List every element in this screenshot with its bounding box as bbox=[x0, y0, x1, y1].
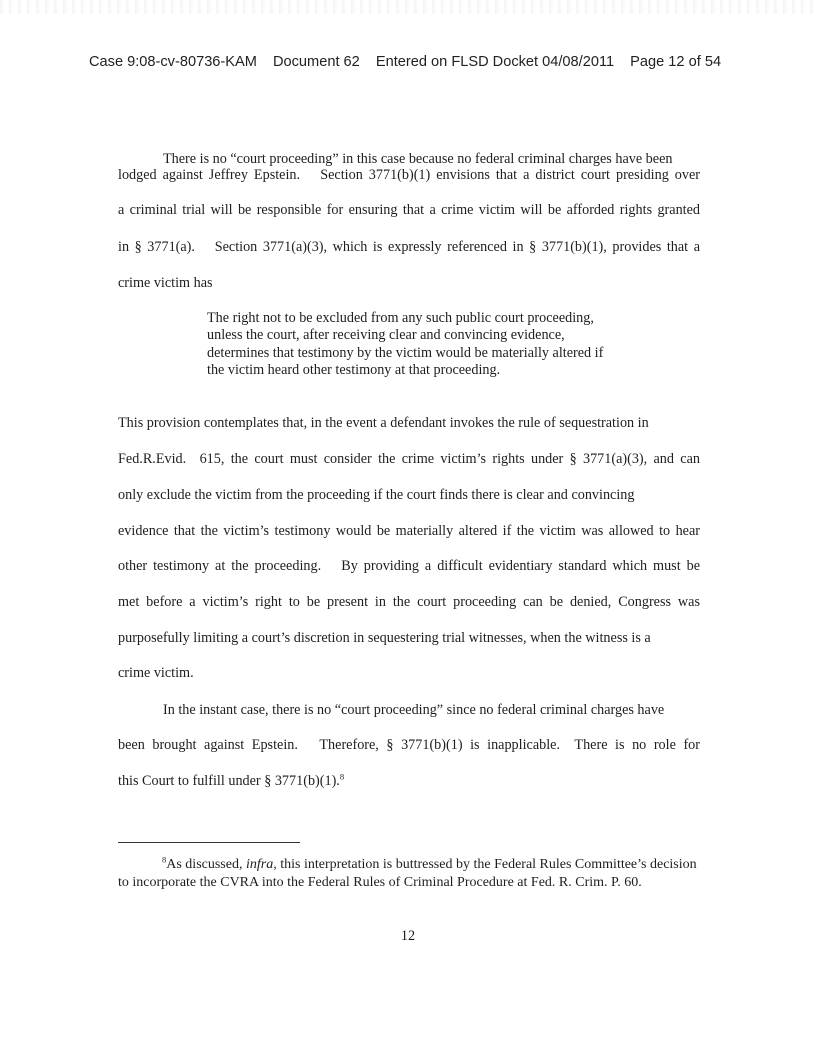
block-quote: The right not to be excluded from any such public court proceeding, unless the court, after receiving clear and convincing evidence, determines that testimony by the victim would be materially altered if the victim heard other testimony at that proceeding. bbox=[207, 310, 604, 378]
footnote-emphasis: infra, bbox=[245, 857, 277, 872]
scan-artifact-strip bbox=[0, 0, 816, 14]
footnote-reference: 8 bbox=[339, 771, 345, 782]
paragraph-line: been brought against Epstein. Therefore, § 3771(b)(1) is inapplicable. There is no role for bbox=[118, 737, 700, 753]
footnote-marker: 8 bbox=[162, 854, 167, 865]
paragraph-line: crime victim. bbox=[118, 665, 194, 681]
paragraph-line: met before a victim’s right to be present in the court proceeding can be denied, Congress was bbox=[118, 594, 700, 610]
paragraph-line: in § 3771(a). Section 3771(a)(3), which is expressly referenced in § 3771(b)(1), provides that a bbox=[118, 239, 700, 255]
paragraph-line: Fed.R.Evid. 615, the court must consider the crime victim’s rights under § 3771(a)(3), and can bbox=[118, 451, 700, 467]
paragraph-line: evidence that the victim’s testimony would be materially altered if the victim was allowed to hear bbox=[118, 523, 700, 539]
page-number: 12 bbox=[400, 928, 416, 944]
docket-header bbox=[89, 54, 789, 70]
footnote bbox=[118, 856, 698, 891]
page-indicator: Page 12 of 54 bbox=[630, 54, 722, 70]
paragraph-line: purposefully limiting a court’s discretion in sequestering trial witnesses, when the witness is a bbox=[118, 630, 651, 646]
paragraph-line: only exclude the victim from the proceeding if the court finds there is clear and convincing bbox=[118, 487, 635, 503]
paragraph-line: This provision contemplates that, in the event a defendant invokes the rule of sequestration in bbox=[118, 415, 649, 431]
paragraph-line: crime victim has bbox=[118, 275, 213, 291]
paragraph-line: other testimony at the proceeding. By providing a difficult evidentiary standard which must be bbox=[118, 558, 700, 574]
paragraph-line: In the instant case, there is no “court proceeding” since no federal criminal charges have bbox=[163, 702, 665, 718]
document-number: Document 62 bbox=[272, 54, 360, 70]
paragraph-line: this Court to fulfill under § 3771(b)(1). bbox=[118, 773, 340, 789]
footnote-text: this interpretation is buttressed by the Federal Rules Committee’s decision to incorporate the CVRA into the Federal Rules of Criminal Procedure at Fed. R. Crim. P. 60. bbox=[118, 857, 697, 890]
paragraph-line-with-footnote-ref bbox=[118, 773, 344, 790]
case-number: Case 9:08-cv-80736-KAM bbox=[89, 54, 257, 70]
footnote-text: As discussed, bbox=[166, 857, 246, 872]
paragraph-line: a criminal trial will be responsible for ensuring that a crime victim will be afforded rights granted bbox=[118, 202, 700, 218]
paragraph-line: lodged against Jeffrey Epstein. Section 3771(b)(1) envisions that a district court presiding over bbox=[118, 167, 700, 183]
docket-entry-date: Entered on FLSD Docket 04/08/2011 bbox=[375, 54, 615, 70]
paragraph-line: There is no “court proceeding” in this case because no federal criminal charges have been bbox=[163, 151, 673, 167]
footnote-divider bbox=[118, 842, 300, 843]
